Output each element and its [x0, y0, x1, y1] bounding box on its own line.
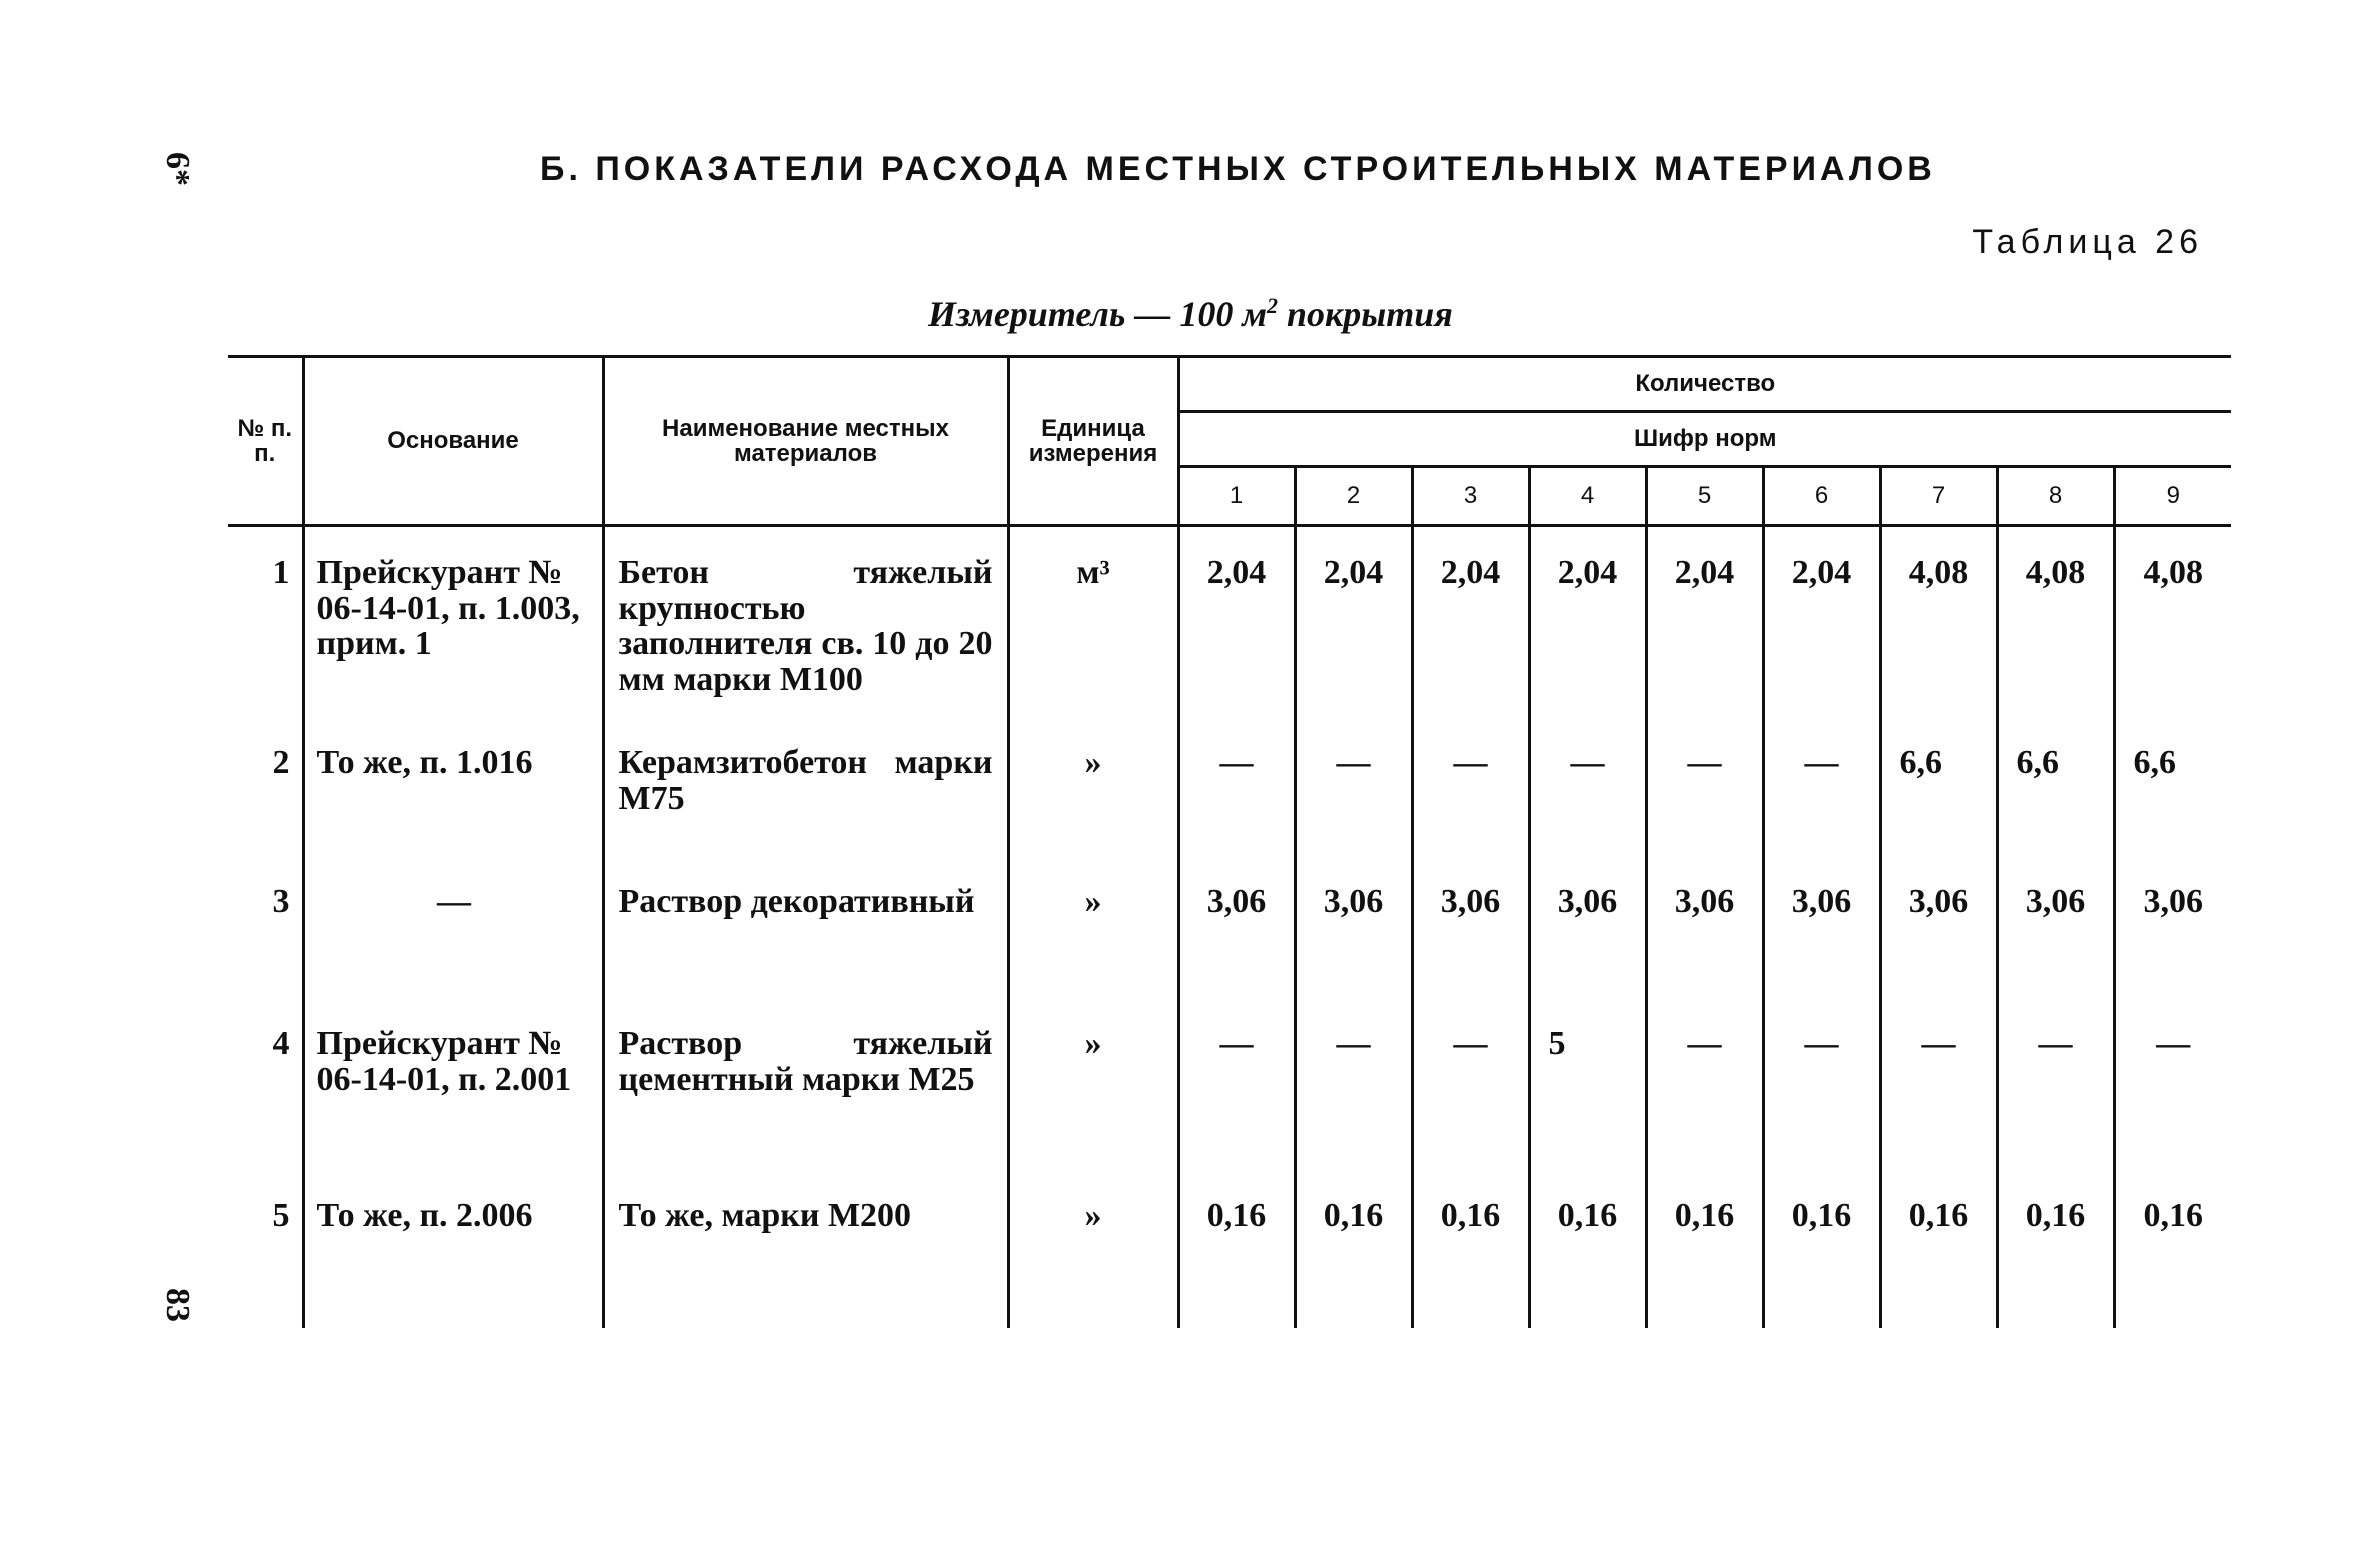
- header-col-9: 9: [2114, 467, 2231, 526]
- row-value-4: 0,16: [1529, 1184, 1646, 1328]
- header-col-8: 8: [1997, 467, 2114, 526]
- row-value-7: 3,06: [1880, 870, 1997, 1012]
- row-value-5: 3,06: [1646, 870, 1763, 1012]
- row-number: 5: [272, 1197, 290, 1234]
- row-material-name: Керамзитобетон марки М75: [603, 731, 1008, 870]
- table-row: [228, 1012, 2231, 1184]
- table-row: [228, 1184, 2231, 1328]
- row-material-name: Раствор декоративный: [603, 870, 1008, 1012]
- row-value-5: 0,16: [1646, 1184, 1763, 1328]
- row-value-3: 0,16: [1412, 1184, 1529, 1328]
- row-value-1: 3,06: [1178, 870, 1295, 1012]
- row-value-8: 4,08: [1997, 526, 2114, 732]
- row-unit: »: [1008, 1012, 1178, 1184]
- header-code: Шифр норм: [1178, 412, 2231, 467]
- row-value-9: —: [2114, 1012, 2231, 1184]
- row-value-5: —: [1646, 1012, 1763, 1184]
- row-value-6: —: [1763, 731, 1880, 870]
- row-value-2: —: [1295, 1012, 1412, 1184]
- measure-superscript: 2: [1267, 293, 1279, 318]
- row-value-7: 0,16: [1880, 1184, 1997, 1328]
- table-body: [228, 526, 2231, 1329]
- row-value-7: —: [1880, 1012, 1997, 1184]
- row-value-5: 2,04: [1646, 526, 1763, 732]
- row-value-9: 4,08: [2114, 526, 2231, 732]
- row-value-4: 3,06: [1529, 870, 1646, 1012]
- header-col-1: 1: [1178, 467, 1295, 526]
- row-value-1: —: [1178, 1012, 1295, 1184]
- row-material-name: Раствор тяжелый цементный марки М25: [603, 1012, 1008, 1184]
- materials-table: [228, 355, 2231, 1328]
- row-unit: »: [1008, 1184, 1178, 1328]
- row-value-2: 0,16: [1295, 1184, 1412, 1328]
- header-quantity: Количество: [1178, 357, 2231, 412]
- row-value-9: 3,06: [2114, 870, 2231, 1012]
- row-material-name: То же, марки М200: [603, 1184, 1008, 1328]
- header-col-6: 6: [1763, 467, 1880, 526]
- row-unit: »: [1008, 870, 1178, 1012]
- row-value-8: 3,06: [1997, 870, 2114, 1012]
- row-number: 1: [272, 554, 290, 591]
- row-value-1: 0,16: [1178, 1184, 1295, 1328]
- measure-caption: [928, 293, 1453, 335]
- row-unit: »: [1008, 731, 1178, 870]
- row-basis: Прейскурант № 06-14-01, п. 1.003, прим. 1: [303, 526, 603, 732]
- row-unit: м³: [1008, 526, 1178, 732]
- row-value-3: —: [1412, 1012, 1529, 1184]
- table-header: [228, 357, 2231, 526]
- row-value-4: —: [1529, 731, 1646, 870]
- header-col-4: 4: [1529, 467, 1646, 526]
- header-base: Основание: [303, 357, 603, 526]
- page-number: 83: [159, 1288, 196, 1322]
- row-value-7: 6,6: [1880, 731, 1997, 870]
- row-value-7: 4,08: [1880, 526, 1997, 732]
- row-value-4: 5: [1529, 1012, 1646, 1184]
- row-value-6: 0,16: [1763, 1184, 1880, 1328]
- section-title: Б. ПОКАЗАТЕЛИ РАСХОДА МЕСТНЫХ СТРОИТЕЛЬНЫХ МАТЕРИАЛОВ: [540, 150, 1936, 188]
- row-value-1: —: [1178, 731, 1295, 870]
- row-number: 4: [272, 1025, 290, 1062]
- row-value-9: 0,16: [2114, 1184, 2231, 1328]
- row-material-name: Бетон тяжелый крупностью заполнителя св. 10 до 20 мм марки М100: [603, 526, 1008, 732]
- header-col-5: 5: [1646, 467, 1763, 526]
- margin-signature-mark: 6*: [159, 152, 196, 186]
- row-value-8: —: [1997, 1012, 2114, 1184]
- row-value-3: 2,04: [1412, 526, 1529, 732]
- row-basis: То же, п. 2.006: [303, 1184, 603, 1328]
- row-value-1: 2,04: [1178, 526, 1295, 732]
- header-num: № п. п.: [237, 414, 293, 467]
- row-basis: —: [303, 870, 603, 1012]
- row-value-2: 2,04: [1295, 526, 1412, 732]
- row-number: 3: [272, 883, 290, 920]
- table-row: [228, 731, 2231, 870]
- row-value-8: 0,16: [1997, 1184, 2114, 1328]
- measure-suffix: покрытия: [1278, 294, 1453, 334]
- header-unit: Единица измерения: [1008, 357, 1178, 526]
- row-value-4: 2,04: [1529, 526, 1646, 732]
- header-name: Наименование местных материалов: [603, 357, 1008, 526]
- row-number: 2: [272, 744, 290, 781]
- row-value-6: 2,04: [1763, 526, 1880, 732]
- row-value-3: 3,06: [1412, 870, 1529, 1012]
- row-basis: Прейскурант № 06-14-01, п. 2.001: [303, 1012, 603, 1184]
- table-label: Таблица 26: [1972, 223, 2203, 261]
- row-value-6: 3,06: [1763, 870, 1880, 1012]
- row-value-2: 3,06: [1295, 870, 1412, 1012]
- row-value-6: —: [1763, 1012, 1880, 1184]
- table-row: [228, 526, 2231, 732]
- header-col-7: 7: [1880, 467, 1997, 526]
- row-value-3: —: [1412, 731, 1529, 870]
- measure-prefix: Измеритель — 100 м: [928, 294, 1268, 334]
- row-value-8: 6,6: [1997, 731, 2114, 870]
- header-col-3: 3: [1412, 467, 1529, 526]
- row-value-9: 6,6: [2114, 731, 2231, 870]
- row-value-5: —: [1646, 731, 1763, 870]
- row-basis: То же, п. 1.016: [303, 731, 603, 870]
- row-value-2: —: [1295, 731, 1412, 870]
- table-row: [228, 870, 2231, 1012]
- header-col-2: 2: [1295, 467, 1412, 526]
